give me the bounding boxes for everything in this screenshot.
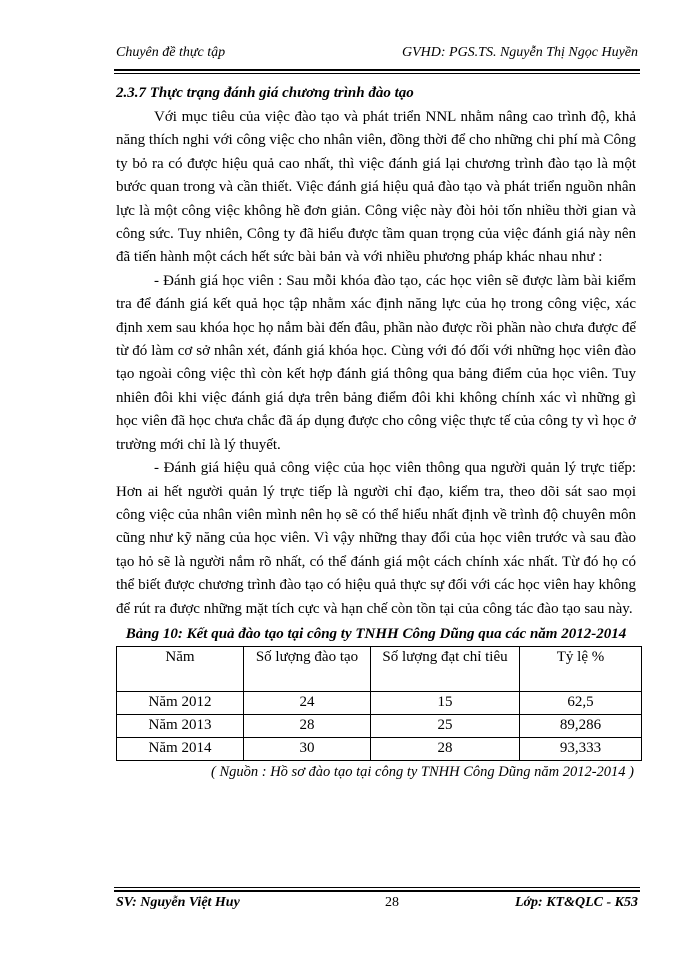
footer-rule-thin	[114, 887, 640, 888]
header-cell-rate: Tỷ lệ %	[520, 646, 642, 691]
header-rule	[114, 69, 640, 71]
cell-met-target: 25	[371, 714, 520, 737]
header-left-title: Chuyên đề thực tập	[116, 45, 226, 60]
cell-rate: 93,333	[520, 737, 642, 760]
paragraph-intro: Với mục tiêu của việc đào tạo và phát triển NNL nhằm nâng cao trình độ, khả năng thích nghi với công việc cho nhân viên, đồng thời để cho những chi phí mà Công ty bỏ ra có được hiệu quả cao nhất, thì việc đánh giá lại chương trình đào tạo là một bước quan trong và cần thiết. Việc đánh giá hiệu quả đào tạo và phát triển nguồn nhân lực là một công việc không hề đơn giản. Công việc này đòi hỏi tốn nhiều thời gian và công sức. Tuy nhiên, Công ty đã hiểu được tầm quan trọng của việc đánh giá này nên đã tiến hành một cách hết sức bài bản và với nhiều phương pháp khác nhau như :	[116, 109, 636, 266]
footer-class: Lớp: KT&QLC - K53	[514, 895, 638, 910]
page-number: 28	[385, 895, 399, 910]
cell-trained: 24	[244, 691, 371, 714]
header-supervisor: GVHD: PGS.TS. Nguyễn Thị Ngọc Huyền	[401, 45, 638, 60]
paragraph-student-evaluation: - Đánh giá học viên : Sau mỗi khóa đào tạo, các học viên sẽ được làm bài kiểm tra để đánh giá kết quả học tập nhằm xác định năng lực của họ trong công việc, xác định xem sau khóa học họ nắm bài đến đâu, phần nào được rồi phần nào chưa được để từ đó làm cơ sở nhân xét, đánh giá khóa học. Cùng với đó đối với những học viên đào tạo ngoài công việc thì còn kết hợp đánh giá thông qua bảng điểm của học viên. Tuy nhiên đôi khi việc đánh giá dựa trên bảng điểm đôi khi không chính xác vì những gì học viên đã học chưa chắc đã áp dụng được cho công việc thực tế của công ty vì học ở trường mới chỉ là lý thuyết.	[116, 272, 636, 453]
section-heading: 2.3.7 Thực trạng đánh giá chương trình đào tạo	[116, 85, 414, 101]
cell-trained: 30	[244, 737, 371, 760]
cell-year: Năm 2014	[117, 737, 244, 760]
footer-student-name: SV: Nguyễn Việt Huy	[116, 895, 240, 910]
cell-year: Năm 2012	[117, 691, 244, 714]
table-row	[117, 714, 642, 737]
table-row	[117, 737, 642, 760]
table-row	[117, 691, 642, 714]
table-source-note: ( Nguồn : Hồ sơ đào tạo tại công ty TNHH Công Dũng năm 2012-2014 )	[211, 763, 634, 780]
header-cell-met-target: Số lượng đạt chỉ tiêu	[371, 646, 520, 691]
table-caption: Bảng 10: Kết quả đào tạo tại công ty TNHH Công Dũng qua các năm 2012-2014	[125, 625, 627, 642]
training-results-table	[116, 646, 642, 761]
cell-trained: 28	[244, 714, 371, 737]
header-cell-trained: Số lượng đào tạo	[244, 646, 371, 691]
cell-met-target: 28	[371, 737, 520, 760]
footer-rule	[114, 890, 640, 892]
cell-year: Năm 2013	[117, 714, 244, 737]
main-content	[116, 82, 636, 782]
cell-met-target: 15	[371, 691, 520, 714]
paragraph-manager-evaluation: - Đánh giá hiệu quả công việc của học viên thông qua người quản lý trực tiếp: Hơn ai hết người quản lý trực tiếp là người chỉ đạo, kiểm tra, theo dõi sát sao mọi công việc của nhân viên mình nên họ sẽ có thể hiểu nhất định về trình độ chuyên môn cũng như kỹ năng của học viên. Vì vậy những thay đổi của học viên trước và sau đào tạo hỏ sẽ là người nắm rõ nhất, có thể đánh giá một cách chính xác nhất. Từ đó họ có thể biết được chương trình đào tạo có hiệu quả thực sự đối với các học viên hay không để rút ra được những mặt tích cực và hạn chế còn tồn tại của công tác đào tạo sau này.	[116, 460, 636, 617]
cell-rate: 62,5	[520, 691, 642, 714]
header-rule-thin	[114, 73, 640, 74]
header-cell-year: Năm	[117, 646, 244, 691]
cell-rate: 89,286	[520, 714, 642, 737]
table-header-row	[117, 646, 642, 691]
